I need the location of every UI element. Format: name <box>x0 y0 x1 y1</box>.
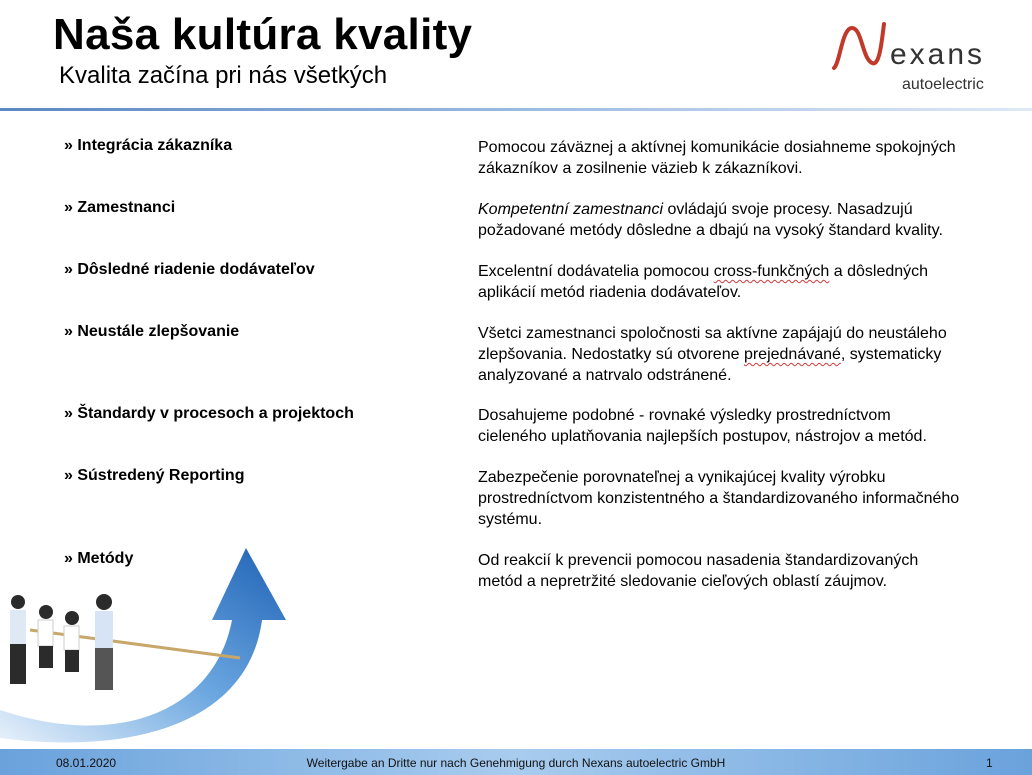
logo-tagline: autoelectric <box>902 76 984 93</box>
item-description: Zabezpečenie porovnateľnej a vynikajúcej kvality výrobku prostredníctvom konzistentného a štandardizovaného informačného systému. <box>478 469 960 528</box>
item-description: Všetci zamestnanci spoločnosti sa aktívne zapájajú do neustáleho zlepšovania. Nedostatky sú otvorene prejednávané, systematicky analyzované a natrvalo odstránené. <box>478 325 947 384</box>
logo-n-swoosh <box>834 24 884 68</box>
nexans-logo <box>832 18 1008 96</box>
person-1 <box>10 595 26 684</box>
person-4 <box>95 594 113 690</box>
item-label: » Integrácia zákazníka <box>64 137 233 154</box>
logo-brand-text: exans <box>890 38 986 71</box>
item-label: » Sústredený Reporting <box>64 467 245 484</box>
footer-date: 08.01.2020 <box>56 756 117 770</box>
item-description: Dosahujeme podobné - rovnaké výsledky prostredníctvom cieleného uplatňovania najlepších postupov, nástrojov a metód. <box>478 407 927 445</box>
item-label: » Neustále zlepšovanie <box>64 323 240 340</box>
item-label: » Metódy <box>64 550 134 567</box>
person-2 <box>38 605 53 668</box>
item-description: Kompetentní zamestnanci ovládajú svoje procesy. Nasadzujú požadované metódy dôsledne a dbajú na vysoký štandard kvality. <box>478 201 943 239</box>
page-subtitle: Kvalita začína pri nás všetkých <box>59 62 388 89</box>
team-arrow-illustration <box>0 540 300 750</box>
person-3 <box>64 611 79 672</box>
footer-note: Weitergabe an Dritte nur nach Genehmigung durch Nexans autoelectric GmbH <box>306 756 726 770</box>
page-number: 1 <box>986 756 993 770</box>
page-title: Naša kultúra kvality <box>53 10 473 59</box>
item-label: » Dôsledné riadenie dodávateľov <box>64 261 315 278</box>
item-description: Pomocou záväznej a aktívnej komunikácie dosiahneme spokojných zákazníkov a zosilnenie väzieb k zákazníkovi. <box>478 139 956 177</box>
header-divider <box>0 108 1032 111</box>
item-label: » Štandardy v procesoch a projektoch <box>64 405 354 422</box>
item-description: Od reakcií k prevencii pomocou nasadenia štandardizovaných metód a nepretržité sledovanie cieľových oblastí záujmov. <box>478 552 919 590</box>
item-label: » Zamestnanci <box>64 199 176 216</box>
item-description: Excelentní dodávatelia pomocou cross-funkčných a dôsledných aplikácií metód riadenia dodávateľov. <box>478 263 929 301</box>
rope <box>30 630 240 658</box>
footer-bar <box>0 749 1032 775</box>
